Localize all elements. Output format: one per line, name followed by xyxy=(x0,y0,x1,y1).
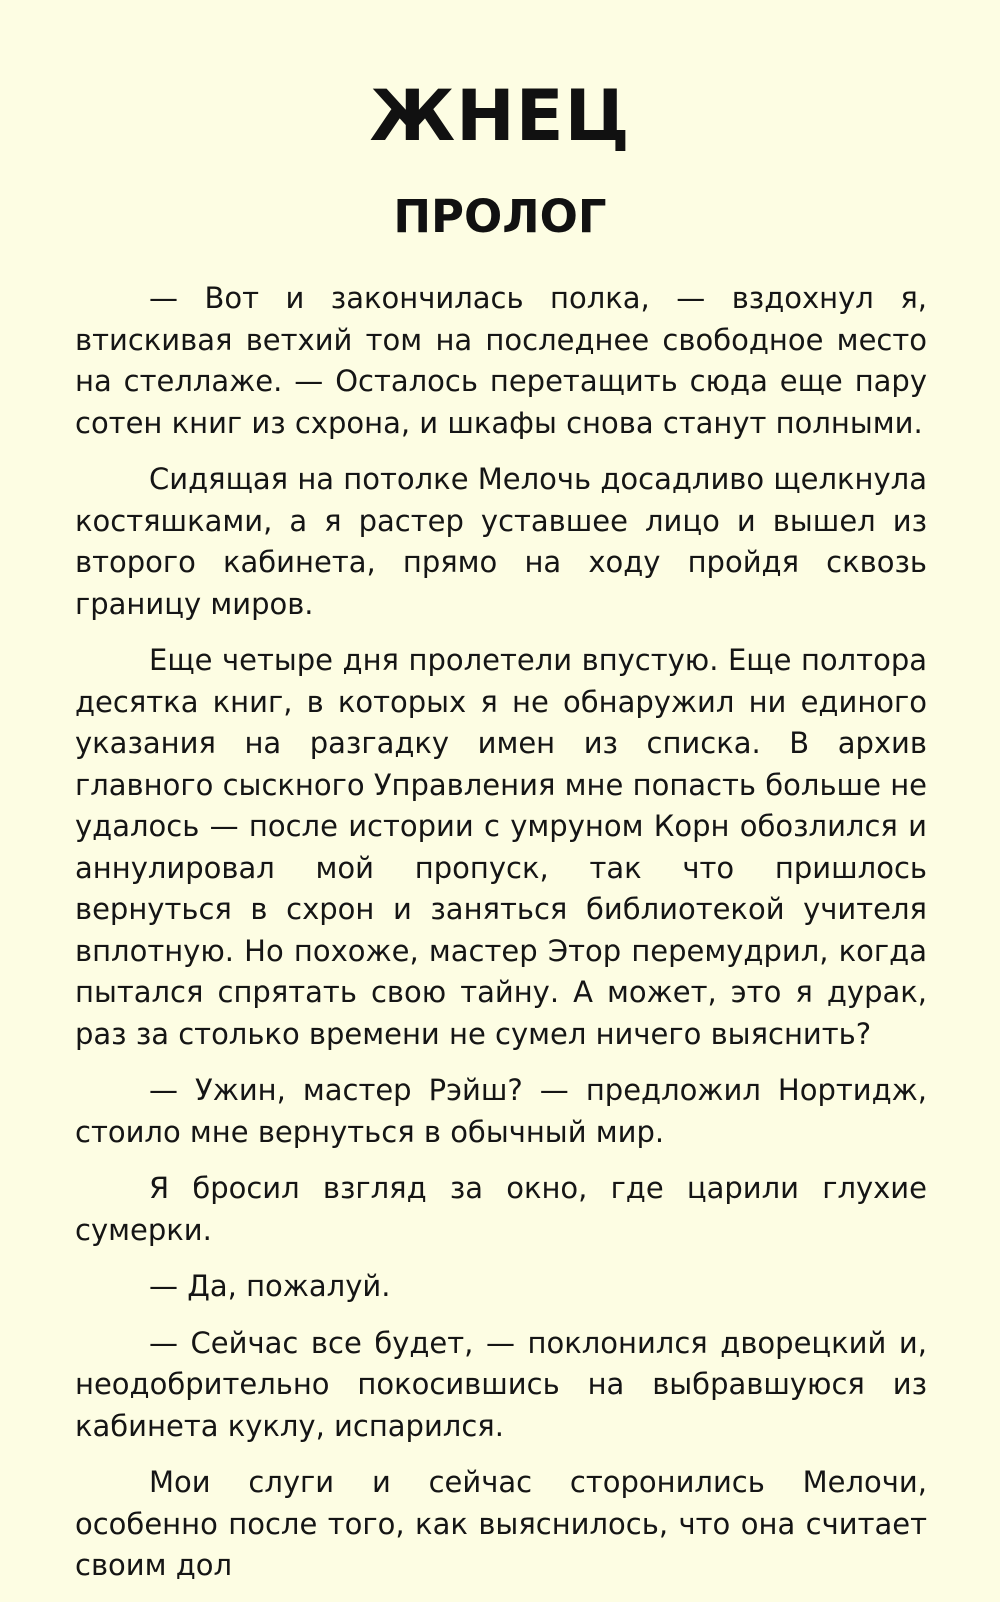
book-title: ЖНЕЦ xyxy=(369,75,631,157)
paragraph: — Сейчас все будет, — поклонился дворецкий и, неодобрительно покосившись на выбравшуюся из кабинета куклу, испарился. xyxy=(75,1325,927,1443)
chapter-title: ПРОЛОГ xyxy=(393,190,607,243)
paragraph: Еще четыре дня пролетели впустую. Еще полтора десятка книг, в которых я не обнаружил ни единого указания на разгадку имен из списка. В архив главного сыскного Управления мне попасть больше не удалось — после истории с умруном Корн обозлился и аннулировал мой пропуск, так что пришлось вернуться в схрон и заняться библиотекой учителя вплотную. Но похоже, мастер Этор перемудрил, когда пытался спрятать свою тайну. А может, это я дурак, раз за столько времени не сумел ничего выяснить? xyxy=(75,643,927,1051)
paragraph: Сидящая на потолке Мелочь досадливо щелкнула костяшками, а я растер уставшее лицо и вышел из второго кабинета, прямо на ходу пройдя сквозь границу миров. xyxy=(75,462,927,621)
paragraph: — Ужин, мастер Рэйш? — предложил Нортидж, стоило мне вернуться в обычный мир. xyxy=(75,1073,927,1149)
paragraph: — Да, пожалуй. xyxy=(149,1269,391,1303)
paragraph: — Вот и закончилась полка, — вздохнул я, втискивая ветхий том на последнее свободное место на стеллаже. — Осталось перетащить сюда еще пару сотен книг из схрона, и шкафы снова станут полными. xyxy=(75,281,927,440)
paragraph: Мои слуги и сейчас сторонились Мелочи, особенно после того, как выяснилось, что она считает своим дол xyxy=(75,1465,927,1582)
paragraph: Я бросил взгляд за окно, где царили глухие сумерки. xyxy=(75,1171,927,1247)
page-body xyxy=(75,278,927,1602)
